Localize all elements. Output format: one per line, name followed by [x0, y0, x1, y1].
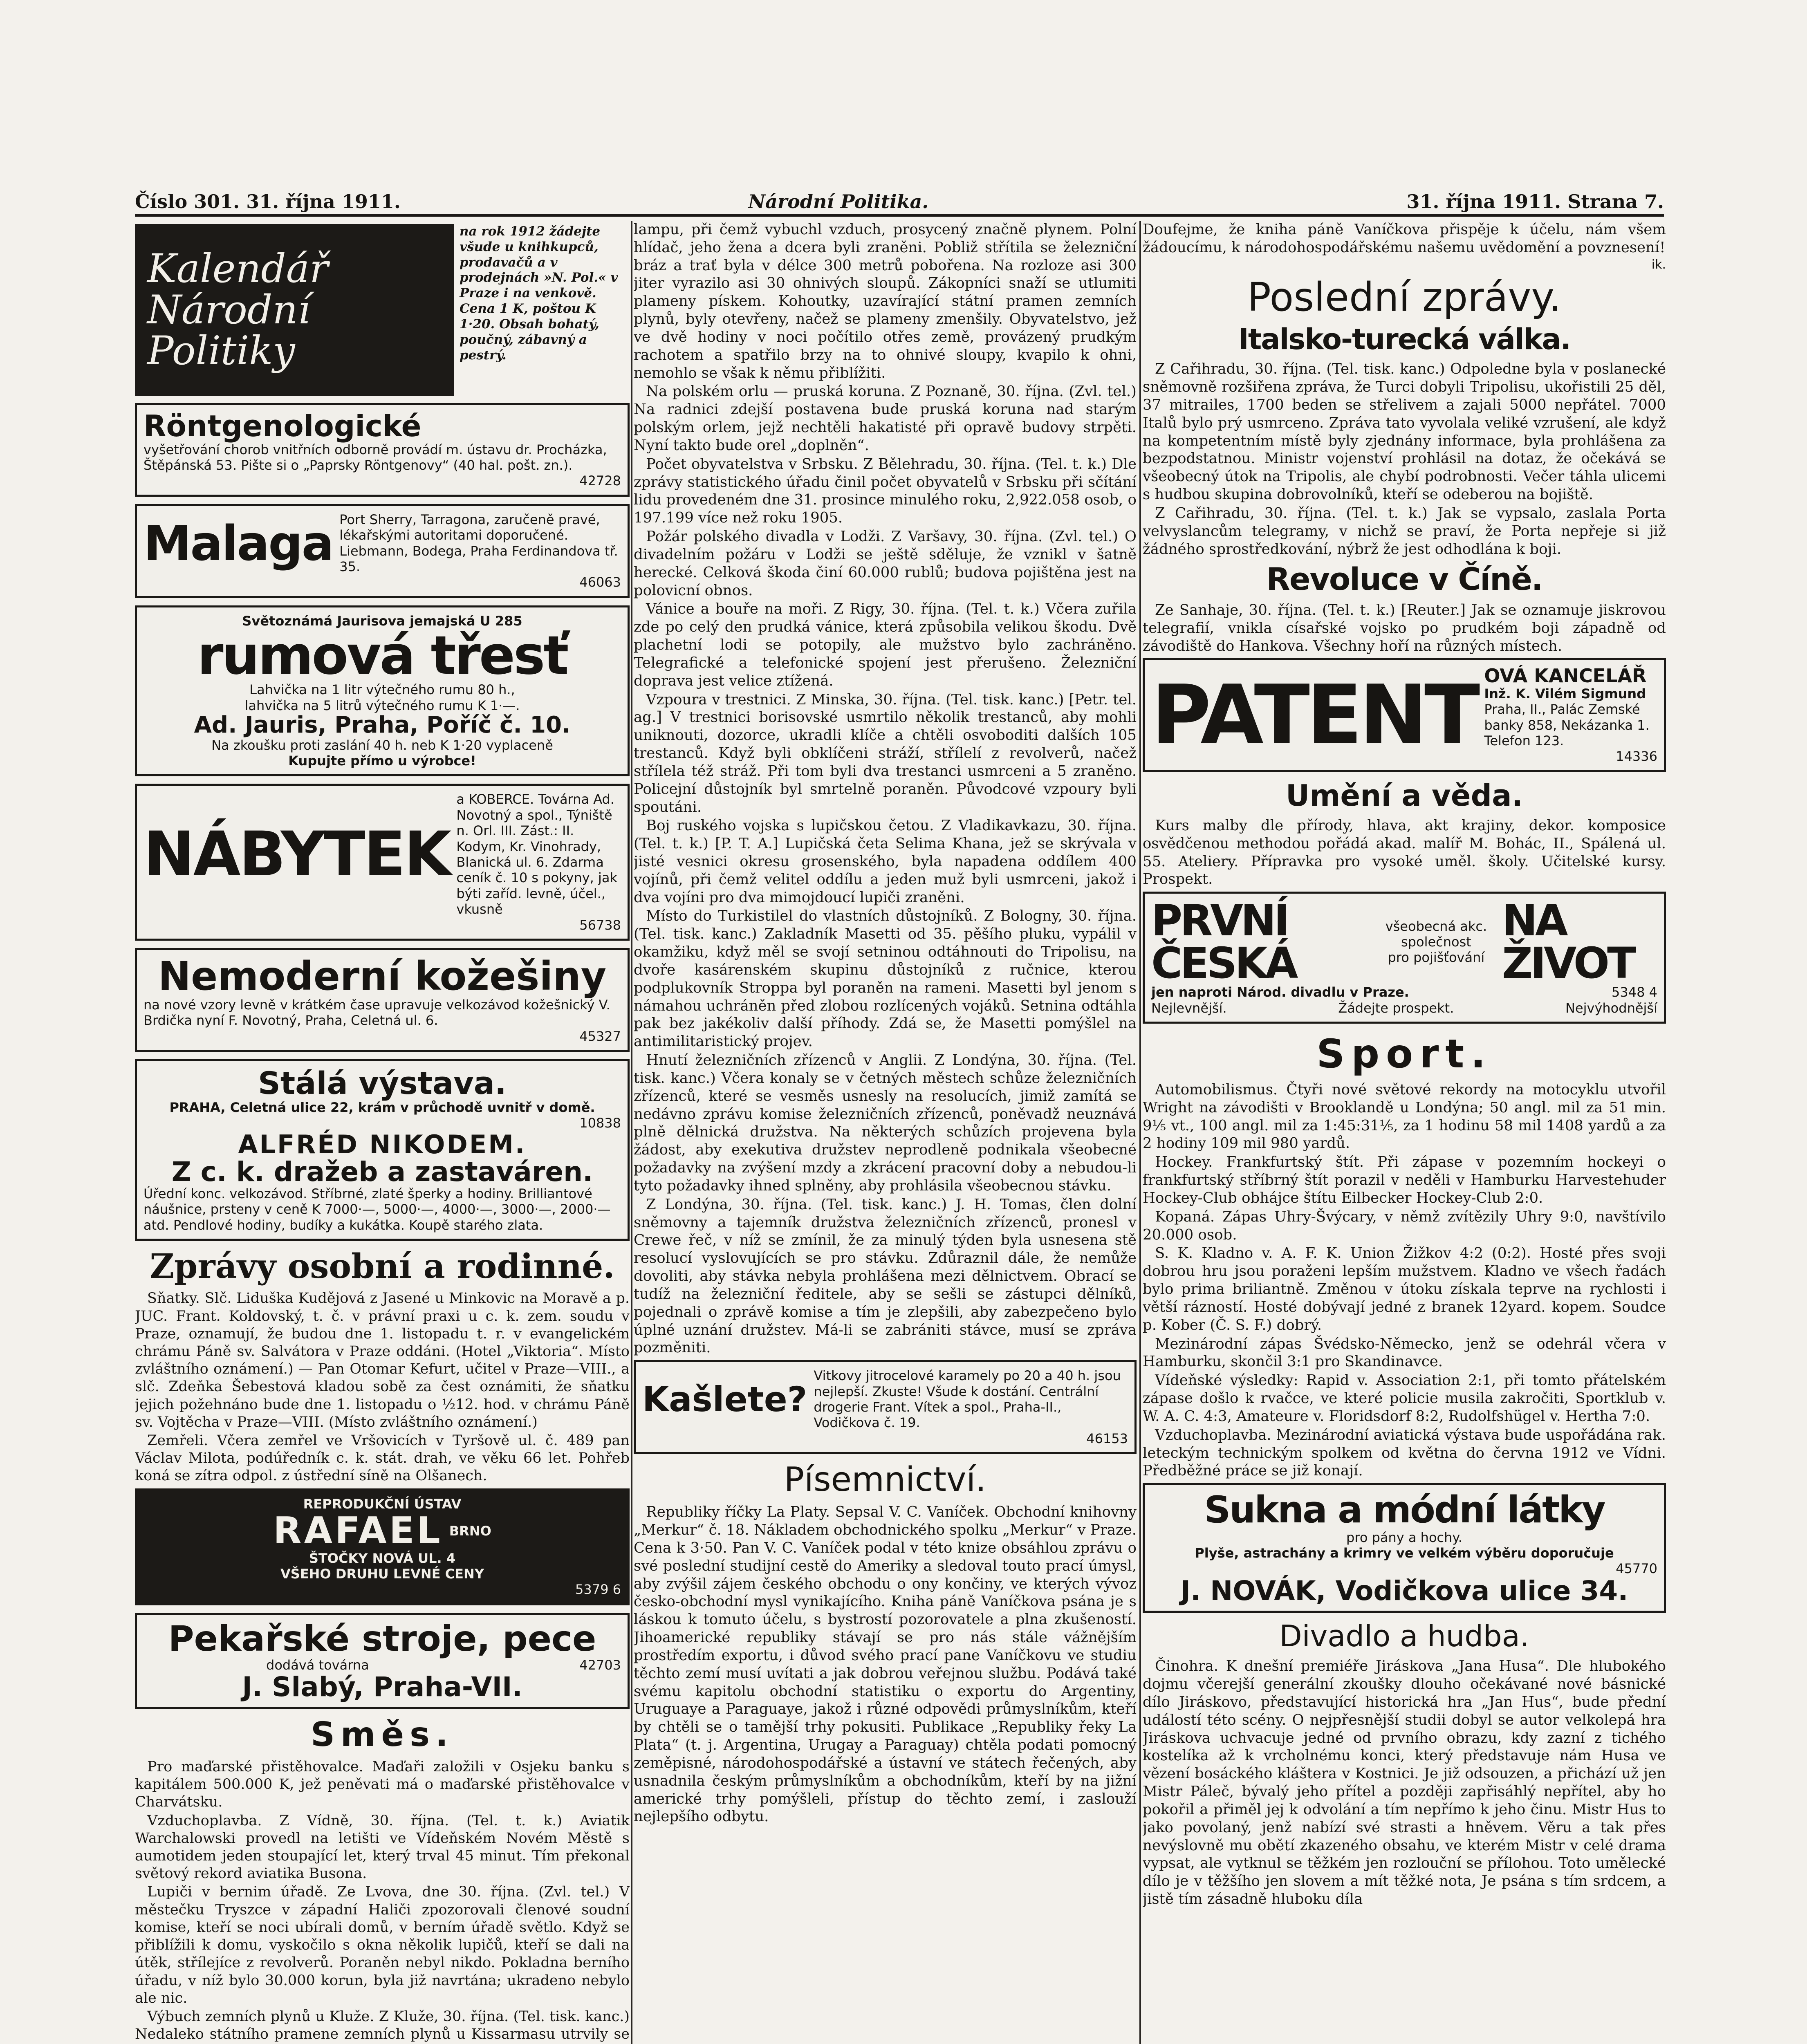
ad-kaslete — [634, 1360, 1137, 1454]
prvni-word2: NA ŽIVOT — [1502, 896, 1634, 988]
malaga-num: 46063 — [579, 574, 621, 590]
article-paragraph: Z Londýna, 30. října. (Tel. tisk. kanc.) J. H. Tomas, člen dolní sněmovny a tajemník družstva železničních zřízenců, pronesl v Crewe řeč, v níž se zmínil, že za minulý týden byla usnesena stě resolucí vyslovujících se pro stávku. Zdůraznil dále, že nemůže dovoliti, aby stávka nebyla prohlášena mezi dělnictvem. Obrací se tudíž na železniční ředitele, aby se sešli se zástupci dělníků, pojednali o zprávě komise a tím je zlepšili, aby zabezpečeno bylo úplné uznání družstev. Má-li se zabrániti stávce, musí se zpráva pozměniti. — [634, 1196, 1137, 1356]
page-header — [135, 191, 1664, 215]
stala-text: Úřední konc. velkozávod. Stříbrné, zlaté šperky a hodiny. Brilliantové náušnice, prsteny v ceně K 7000·—, 5000·—, 4000·—, 3000·—, 2000·— atd. Pendlové hodiny, budíky a kukátka. Koupě starého zlata. — [143, 1186, 611, 1233]
nabytek-num: 56738 — [579, 917, 621, 933]
section-pisemnictvi: Písemnictví. — [784, 1460, 986, 1499]
article-paragraph: Vzduchoplavba. Z Vídně, 30. října. (Tel. t. k.) Aviatik Warchalowski provedl na letišti ve Vídeňském Novém Městě s aumotidem jeden stoupající let, který trval 45 minut. Tím překonal světový rekord aviatika Busona. — [135, 1812, 630, 1882]
pekar-title: Pekařské stroje, pece — [168, 1618, 596, 1659]
article-paragraph: Činohra. K dnešní premiéře Jiráskova „Jana Husa“. Dle hlubokého dojmu včerejší generální zkoušky dlouho očekávané nové básnické dílo Jiráskovo, představující historická hra „Jan Hus“, bude přední událostí této scény. O nejpřesnější studii dobyl se autor velkolepá hra Jiráskova uchvacuje jedné od prvního obrazu, kdy zazní z tichého kostelíka až k vrcholnému konci, který představuje nám Husa ve vězení bosáckého kláštera v Kostnici. Je již odsouzen, a přichází už jen Mistr Páleč, bývalý jeho přítel a později zapřisáhlý nepřítel, aby ho pokořil a přiměl jej k odvolání a tím nepřímo k jeho činu. Mistr Hus to jako povolaný, jenž nabízí své strasti a hněvem. Věru a tak přes nevýslovně mu obětí zkazeného obsahu, ve kterém Mistr v celé drama vypsat, ale vytknul se těžkém jen rozlouční se přílohou. Toto umělecké dílo je v těžšího jen slovem a mít těžké nota, Je psána s tím srdcem, a jistě tím zásadně hluboku díla — [1143, 1658, 1666, 1908]
rafael-line2: BRNO — [449, 1523, 491, 1539]
article-paragraph: Z Cařihradu, 30. října. (Tel. t. k.) Jak se vypsalo, zaslala Porta velvyslancům telegramy, v nichž se praví, že Porta nepřeje si již žádného sprostředkování, nýbrž že jest odhodlána k boji. — [1143, 504, 1666, 558]
column-divider — [1139, 221, 1141, 2044]
article-paragraph: Doufejme, že kniha páně Vaníčkova přispěje k účelu, nám všem žádoucímu, k národohospodářskému našemu uvědomění a povznesení! — [1143, 221, 1666, 256]
kozesiny-title: Nemoderní kožešiny — [158, 953, 607, 999]
article-paragraph: Pro maďarské přistěhovalce. Maďaři založili v Osjeku banku s kapitálem 500.000 K, jež peněvati má o maďarské přistěhovalce v Charvátsku. — [135, 1758, 630, 1811]
rum-top: Světoznámá Jaurisova jemajská U 285 — [242, 613, 522, 629]
ad-stala-vystava — [135, 1059, 630, 1241]
rafael-line4: VŠEHO DRUHU LEVNÉ CENY — [280, 1566, 484, 1582]
article-paragraph: Boj ruského vojska s lupičskou četou. Z Vladikavkazu, 30. října. (Tel. t. k.) [P. T. A.] Lupičská četa Selima Khana, jež se skrývala v jisté vesnici okresu grosenského, byla napadena oddílem 400 vojínů, při čemž velitel oddílu a jeden muž byli usmrceni, jakož i dva vojíni pro dva mimojdoucí lupiči zraněni. — [634, 817, 1137, 906]
ad-sukna — [1143, 1483, 1666, 1613]
rafael-title: RAFAEL — [273, 1509, 443, 1553]
rum-line3: Na zkoušku proti zaslání 40 h. neb K 1·20 vyplaceně — [211, 737, 553, 753]
pekar-num: 42703 — [579, 1657, 621, 1673]
author-tag: ik. — [1651, 257, 1666, 272]
column-right — [1143, 221, 1666, 2044]
prvni-mid2: pro pojišťování — [1388, 950, 1485, 966]
ad-nabytek — [135, 784, 630, 941]
kozesiny-num: 45327 — [579, 1028, 621, 1044]
nabytek-title: NÁBYTEK — [143, 819, 450, 890]
article-paragraph: Z Cařihradu, 30. října. (Tel. tisk. kanc.) Odpoledne byla v poslanecké sněmovně rozšiřena zpráva, že Turci dobyli Tripolisu, ukořistili 25 děl, 37 mitrailes, 1700 beden se střelivem a zajali 5000 nepřátel. 7000 Italů bylo prý usmrceno. Zpráva tato vyvolala veliké vzrušení, ale když na kompetentním místě byly zjednány informace, byla prohlášena za bezpodstatnou. Ministr vojenství prohlásil na dotaz, že očekává se všeobecný útok na Tripolis, ale chybí podrobnosti. Večer táhla ulicemi s hudbou skupina dobrovolníků, kteří se odeberou na bojiště. — [1143, 361, 1666, 503]
kaslete-title: Kašlete? — [642, 1379, 807, 1419]
sukna-line1: pro pány a hochy. — [1346, 1529, 1462, 1545]
issue-number: Číslo 301. 31. října 1911. — [135, 191, 401, 213]
kalendar-text: na rok 1912 žádejte všude u knihkupců, prodavačů a v prodejnách »N. Pol.« v Praze i na venkově. Cena 1 K, poštou K 1·20. Obsah bohatý, poučný, zábavný a pestrý. — [460, 224, 618, 363]
article-paragraph: Lupiči v bernim úřadě. Ze Lvova, dne 30. října. (Zvl. tel.) V městečku Tryszce v západní Haliči zpozorovali členové soudní komise, kteří se noci ubírali domů, v berním úřadě světlo. Když se přiblížili k domu, vyskočilo s okna několik lupičů, kteří se dali na útěk, střílejíce z revolverů. Poraněn nebyl nikdo. Pokladna berního úřadu, v níž bylo 30.000 korun, byla již navrtána; ukradeno nebylo ale nic. — [135, 1884, 630, 2006]
rum-line1: Lahvička na 1 litr výtečného rumu 80 h., — [249, 682, 515, 698]
article-paragraph: Vídeňské výsledky: Rapid v. Association 2:1, při tomto přátelském zápase došlo k rvačce, ve které policie musila zakročiti, Sportklub v. W. A. C. 4:3, Amateure v. Floridsdorf 8:2, Rudolfshügel v. Hertha 7:0. — [1143, 1372, 1666, 1425]
patent-word: PATENT — [1151, 667, 1477, 763]
column-middle — [634, 221, 1137, 2044]
column-left — [135, 221, 630, 2044]
ad-rafael — [135, 1488, 630, 1605]
rafael-num: 5379 6 — [575, 1582, 621, 1598]
rontgen-text: vyšetřování chorob vnitřních odborně provádí m. ústavu dr. Procházka, Štěpánská 53. Pište si o „Paprsky Röntgenovy“ (40 hal. pošt. zn.). — [143, 442, 607, 473]
rafael-line1: REPRODUKČNÍ ÚSTAV — [303, 1496, 462, 1512]
header-rule — [135, 214, 1664, 217]
prvni-line: jen naproti Národ. divadlu v Praze. — [1151, 984, 1409, 1000]
prvni-mid1: všeobecná akc. společnost — [1385, 918, 1487, 950]
ad-pekar — [135, 1613, 630, 1709]
subsection-italsko-turecka: Italsko-turecká válka. — [1238, 323, 1571, 356]
stala-title: Stálá výstava. — [258, 1065, 507, 1101]
rum-title: rumová třesť — [197, 624, 567, 687]
stala-line1: PRAHA, Celetná ulice 22, krám v průchodě uvnitř v domě. — [169, 1099, 595, 1115]
section-posledni-zpravy: Poslední zprávy. — [1247, 274, 1561, 320]
prvni-word1: PRVNÍ ČESKÁ — [1151, 896, 1296, 988]
nabytek-text: a KOBERCE. Továrna Ad. Novotný a spol., Týniště n. Orl. III. Zást.: II. Kodym, Kr. Vinohrady, Blanická ul. 6. Zdarma ceník č. 10 s pokyny, jak býti zaříd. levně, účel., vkusně — [456, 791, 618, 917]
rontgen-num: 42728 — [579, 473, 621, 489]
rum-line2: lahvička na 5 litrů výtečného rumu K 1·—. — [244, 697, 520, 713]
sukna-num: 45770 — [1616, 1561, 1657, 1577]
section-divadlo: Divadlo a hudba. — [1279, 1619, 1529, 1654]
patent-line2: Praha, II., Palác Zemské banky 858, Nekázanka 1. — [1484, 702, 1650, 733]
kalendar-logo-line: Politiky — [147, 328, 295, 374]
article-paragraph: Kurs malby dle přírody, hlava, akt krajiny, dekor. komposice osvědčenou methodou pořádá akad. malíř M. Bohác, II., Spálená ul. 55. Ateliery. Přípravka pro vysoké uměl. školy. Učitelské kursy. Prospekt. — [1143, 817, 1666, 888]
kozesiny-text: na nové vzory levně v krátkém čase upravuje velkozávod kožešnický V. Brdička nyní F. Novotný, Praha, Celetná ul. 6. — [143, 997, 610, 1029]
ad-rum — [135, 605, 630, 777]
kaslete-num: 46153 — [1086, 1430, 1128, 1446]
sukna-firm: J. NOVÁK, Vodičkova ulice 34. — [1180, 1575, 1628, 1607]
sukna-title: Sukna a módní látky — [1204, 1488, 1605, 1532]
prvni-center: Žádejte prospekt. — [1338, 1000, 1454, 1016]
patent-num: 14336 — [1616, 749, 1657, 764]
ad-prvni-ceska — [1143, 892, 1666, 1024]
kalendar-logo-line: Kalendář — [147, 245, 328, 291]
article-paragraph: Sňatky. Slč. Liduška Kudějová z Jasené u Minkovic na Moravě a p. JUC. Frant. Koldovský, t. č. v právní praxi u c. k. zem. soudu v Praze, oznamují, že budou dne 1. listopadu t. r. v evangelickém chrámu Páně sv. Salvátora v Praze oddáni. (Hotel „Viktoria“. Místo zvláštního oznámení.) — Pan Otomar Kefurt, učitel v Praze—VIII., a slč. Zdeňka Šebestová kladou sobě za čest oznámiti, že sňatku jejich požehnáno bude dne 1. listopadu o ½12. hod. v chrámu Páně sv. Vojtěcha v Praze—VIII. (Místo zvláštního oznámení.) — [135, 1290, 630, 1430]
article-paragraph: Hockey. Frankfurtský štít. Při zápase v pozemním hockeyi o frankfurtský stříbrný štít porazil v neděli v Hamburku Harvestehuder Hockey-Club obhájce štítu Eilbecker Hockey-Club 2:0. — [1143, 1154, 1666, 1206]
pekar-sub: dodává továrna — [266, 1657, 369, 1673]
article-paragraph: Vzpoura v trestnici. Z Minska, 30. října. (Tel. tisk. kanc.) [Petr. tel. ag.] V trestnici borisovské usmrtilo několik trestanců, aby mohli uniknouti, dozorce, ukradli klíče a chtěli osvoboditi dalších 105 trestanců. Když byli obklíčeni stráží, střílelí z revolverů, načež střílela též stráž. Při tom byli dva trestanci usmrceni a 5 zraněno. Policejní důstojník byl smrtelně poraněn. Původcové vzpoury byli spoutáni. — [634, 691, 1137, 816]
article-paragraph: lampu, při čemž vybuchl vzduch, prosycený značně plynem. Polní hlídač, jeho žena a dcera byli zraněni. Pobliž střítila se železniční bráz a trať byla v délce 300 metrů pobořena. Na rozloze asi 300 jiter vyrazilo asi 30 ohnivých sloupů. Zákopníci snaží se utlumiti plameny pískem. Kohoutky, uzavírající státní pramen zemních plynů, byly otevřeny, načež se plameny zmenšily. Obyvatelstvo, jež ve dvě hodiny v noci počítilo otřes země, provázený prudkým rachotem a spatřilo brzy na to ohnivé sloupy, kvapilo k ohni, nemohlo se však k němu přiblížiti. — [634, 221, 1137, 381]
rontgen-title: Röntgenologické — [143, 409, 421, 443]
sukna-line2: Plyše, astrachány a krimry ve velkém výběru doporučuje — [1195, 1545, 1614, 1561]
article-paragraph: Republiky říčky La Platy. Sepsal V. C. Vaníček. Obchodní knihovny „Merkur“ č. 18. Nákladem obchodnického spolku „Merkur“ v Praze. Cena k 3·50. Pan V. C. Vaníček podal v této knize obsáhlou zprávu o své poslední studijní cestě do Ameriky a sledoval touto prací úmysl, aby zvýšil zájem českého obchodu o ony končiny, ve kterých vývoz česko-obchodní mysl vynikajícího. Kniha páně Vaníčkova psána je s láskou k tomuto účelu, s bystrostí pozorovatele a plna zkušeností. Jihoamerické republiky stávají se pro nás stále vážnějším prostředím exportu, i důvod svého prací pane Vaníčkovu ve studiu těchto zemí musí uvítati a jak dobrou veřejnou službu. Podává také svému kapitolu obchodní statistiku o exportu do Argentiny, Uruguaye a Paraguaye, jakož i různé odpovědi průmyslníkům, kteří by chtěli se o tamější trhy pokusiti. Publikace „Republiky řeky La Plata“ (t. j. Argentina, Urugay a Paraguay) chtěla podati pomocný zeměpisné, národohospodářské a ústavní ve státech řečených, aby usnadnila českým průmyslníkům a obchodníkům, kteří by na jižní americké trhy pomýšleli, přístup do těchto zemí, i zaslouží nejlepšího odbytu. — [634, 1504, 1137, 1825]
column-divider — [631, 221, 632, 2044]
rafael-line3: ŠTOČKY NOVÁ UL. 4 — [309, 1550, 456, 1566]
article-paragraph: Vzduchoplavba. Mezinárodní aviatická výstava bude uspořádána rak. leteckým technickým spolkem od května do června 1912 ve Vídni. Předběžné práce se již konají. — [1143, 1426, 1666, 1479]
prvni-right: Nejvýhodnější — [1565, 1000, 1657, 1016]
article-paragraph: Výbuch zemních plynů u Kluže. Z Kluže, 30. října. (Tel. tisk. kanc.) Nedaleko státního pramene zemních plynů u Kissarmasu utrvily se — [135, 2008, 630, 2043]
patent-line1: Inž. K. Vilém Sigmund — [1484, 686, 1646, 702]
patent-tail: OVÁ KANCELÁŘ — [1484, 665, 1647, 687]
article-paragraph: Automobilismus. Čtyři nové světové rekordy na motocyklu utvořil Wright na závodišti v Brooklandě u Londýna; 50 angl. mil za 51 min. 9⅕ vt., 100 angl. mil za 1:45:31⅕, za 1 hodinu 58 mil 1408 yardů a za 2 hodiny 109 mil 980 yardů. — [1143, 1081, 1666, 1152]
ad-rontgen — [135, 403, 630, 497]
malaga-title: Malaga — [143, 515, 333, 572]
article-paragraph: S. K. Kladno v. A. F. K. Union Žižkov 4:2 (0:2). Hosté přes svoji dobrou hru jsou poraženi lepším mužstvem. Kladno ve všech řadách bylo prima briliantně. Změnou v útoku získala teprve na rychlosti i větší rázností. Hosté dobývají jedné z branek 12yard. kopem. Soudce p. Kober (Č. S. F.) dobrý. — [1143, 1245, 1666, 1334]
stala-sub: Z c. k. dražeb a zastaváren. — [171, 1156, 593, 1188]
ad-kalendar — [135, 224, 630, 396]
article-paragraph: Zemřeli. Včera zemřel ve Vršovicích v Tyršově ul. č. 489 pan Václav Milota, podúředník c. k. stát. drah, ve věku 66 let. Pohřeb koná se zítra odpol. z ústřední síně na Olšanech. — [135, 1432, 630, 1484]
article-paragraph: Hnutí železničních zřízenců v Anglii. Z Londýna, 30. října. (Tel. tisk. kanc.) Včera konaly se v četných městech schůze železničních zřízenců, které se vesměs usnesly na resolucích, jimiž zamítá se nedávno zprávu komise železničních zřízenců, poněvadž neuznává plně dělnická družstva. Na některých schůzích projevena byla žádost, aby exekutiva družstev neprodleně podnikala všeobecné požadavky na zvýšení mzdy a zkrácení pracovní doby a nebudou-li tyto požadavky ihned splněny, aby prohlásila všeobecnou stávku. — [634, 1052, 1137, 1194]
rum-line4: Kupujte přímo u výrobce! — [288, 753, 476, 769]
article-paragraph: Požár polského divadla v Lodži. Z Varšavy, 30. října. (Zvl. tel.) O divadelním požáru v Lodži se ještě sděluje, že vznikl v šatně herecké. Celková škoda činí 60.000 rublů; budova pojištěna jest na polovicní obnos. — [634, 528, 1137, 599]
section-zpravy-osobni: Zprávy osobní a rodinné. — [150, 1247, 615, 1286]
rum-firm: Ad. Jauris, Praha, Poříč č. 10. — [194, 711, 571, 738]
malaga-text: Port Sherry, Tarragona, zaručeně pravé, lékařskými autoritami doporučené. Liebmann, Bodega, Praha Ferdinandova tř. 35. — [339, 511, 618, 574]
article-paragraph: Kopaná. Zápas Uhry-Švýcary, v němž zvítězily Uhry 9:0, navštívilo 20.000 osob. — [1143, 1208, 1666, 1243]
section-revoluce: Revoluce v Číně. — [1266, 561, 1542, 598]
prvni-num: 5348 4 — [1612, 984, 1657, 1000]
stala-num: 10838 — [579, 1115, 621, 1131]
ad-patent — [1143, 658, 1666, 772]
pekar-firm: J. Slabý, Praha-VII. — [242, 1671, 522, 1703]
ad-malaga — [135, 504, 630, 598]
stala-firm: ALFRÉD NIKODEM. — [238, 1129, 527, 1159]
article-paragraph: Na polském orlu — pruská koruna. Z Poznaně, 30. října. (Zvl. tel.) Na radnici zdejší postavena bude pruská koruna nad starým polským orlem, jejž nechtěli hakatisté při opravě budovy strpěti. Nyní takto bude orel „doplněn“. — [634, 383, 1137, 454]
article-paragraph: Vánice a bouře na moři. Z Rigy, 30. října. (Tel. t. k.) Včera zuřila zde po celý den prudká vánice, která způsobila velikou škodu. Dvě plachetní lodi se potopily, ale mužstvo bylo zachráněno. Telegrafické a telefonické spojení jest přerušeno. Železniční doprava jest velice ztížená. — [634, 601, 1137, 689]
patent-line3: Telefon 123. — [1484, 733, 1564, 749]
prvni-left: Nejlevnější. — [1151, 1000, 1227, 1016]
masthead-title: Národní Politika. — [748, 191, 929, 213]
article-paragraph: Ze Sanhaje, 30. října. (Tel. t. k.) [Reuter.] Jak se oznamuje jiskrovou telegrafií, vnikla císařské vojsko po prudkém boji západně od závodiště do Hankova. Všechny hoří na různých místech. — [1143, 601, 1666, 654]
kaslete-text: Vitkovy jitrocelové karamely po 20 a 40 h. jsou nejlepší. Zkuste! Všude k dostání. Centrální drogerie Frant. Vítek a spol., Praha-II., Vodičkova č. 19. — [814, 1368, 1121, 1431]
section-smes: Směs. — [310, 1715, 454, 1754]
section-umeni-a-veda: Umění a věda. — [1285, 778, 1523, 813]
article-paragraph: Mezinárodní zápas Švédsko-Německo, jenž se odehrál včera v Hamburku, skončil 3:1 pro Skandinavce. — [1143, 1335, 1666, 1370]
article-paragraph: Místo do Turkistilel do vlastních důstojníků. Z Bologny, 30. října. (Tel. tisk. kanc.) Zakladník Masetti od 35. pěšího pluku, vypálil v okamžiku, když měl se svojí setninou odtáhnouti do Tripolisu, na dvoře kasárenském skupinu důstojníků z ručnice, kterou podplukovník Stroppa byl poraněn na rameni. Masetti byl jenom s námahou uchráněn před zlobou rozlícených vojáků. Setnina odtáhla pak bez jakékoliv další příhody. Zdá se, že Masetti pomýšlel na antimilitaristický projev. — [634, 908, 1137, 1050]
section-sport: Sport. — [1316, 1031, 1492, 1077]
ad-kozesiny — [135, 948, 630, 1052]
kalendar-logo — [135, 224, 454, 396]
page-date-number: 31. října 1911. Strana 7. — [1406, 191, 1664, 213]
article-paragraph: Počet obyvatelstva v Srbsku. Z Bělehradu, 30. října. (Tel. t. k.) Dle zprávy statistického úřadu činil počet obyvatelů v Srbsku při sčítání lidu provedeném dne 31. prosince minulého roku, 2,922.058 osob, o 197.199 více než roku 1905. — [634, 455, 1137, 527]
kalendar-logo-line: Národní — [147, 287, 310, 333]
